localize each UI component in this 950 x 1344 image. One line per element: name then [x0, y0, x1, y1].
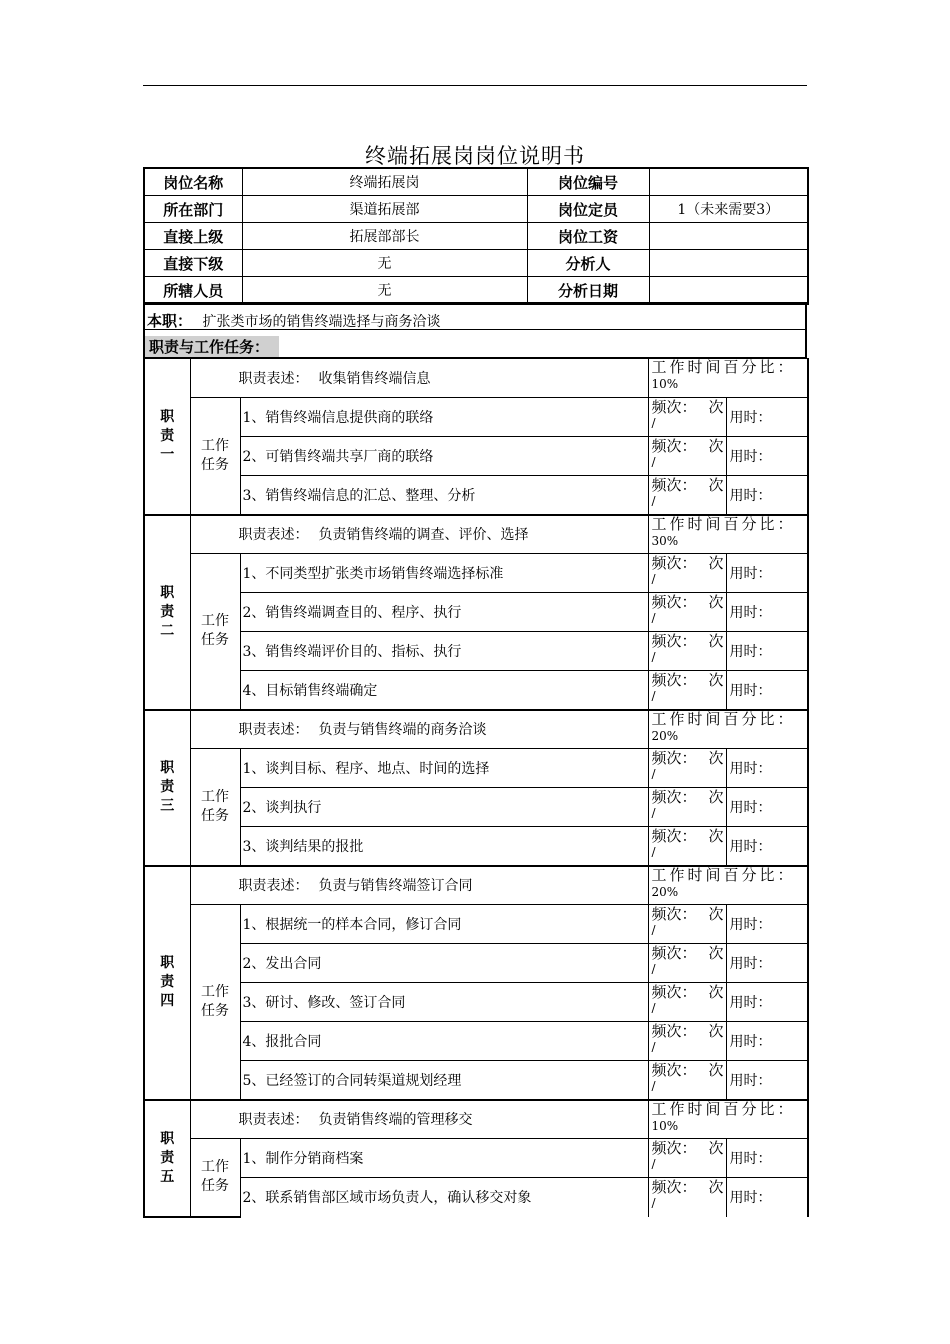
freq-label: [652, 1139, 726, 1157]
freq-slash: /: [651, 1001, 656, 1015]
time-used-cell: 用时：: [726, 983, 808, 1022]
freq-text: 频次：: [651, 749, 697, 767]
desc-prefix: 职责表述：: [238, 527, 309, 544]
duty-description: [190, 866, 648, 905]
task-row: [144, 437, 808, 476]
duty-desc-row: [144, 866, 808, 905]
info-value: 拓展部部长: [242, 223, 527, 250]
pct-label: 工作时间百分比：: [651, 709, 796, 728]
task-text: 2、发出合同: [240, 944, 648, 983]
pct-value: 30%: [651, 533, 679, 548]
time-used-cell: 用时：: [726, 1022, 808, 1061]
duty-desc-row: [144, 515, 808, 554]
info-label: 岗位工资: [527, 223, 649, 250]
task-text: 1、制作分销商档案: [240, 1139, 648, 1178]
freq-text: 频次：: [651, 554, 697, 572]
time-used-cell: 用时：: [726, 1139, 808, 1178]
time-percent: [648, 359, 808, 398]
frequency-cell: [648, 554, 726, 593]
frequency-cell: [648, 398, 726, 437]
task-row: [144, 983, 808, 1022]
task-text: 1、销售终端信息提供商的联络: [240, 398, 648, 437]
pct-value: 10%: [651, 377, 679, 391]
freq-slash: /: [651, 1079, 656, 1093]
desc-prefix: 职责表述：: [238, 1112, 309, 1129]
freq-slash: /: [651, 416, 656, 430]
frequency-cell: [648, 983, 726, 1022]
duty-name: 职 责 一: [144, 359, 190, 515]
task-row: [144, 554, 808, 593]
duty-desc-row: [144, 359, 808, 398]
freq-label: [652, 944, 726, 962]
time-used-cell: 用时：: [726, 593, 808, 632]
freq-text: 频次：: [651, 671, 697, 689]
task-text: 4、报批合同: [240, 1022, 648, 1061]
frequency-cell: [648, 788, 726, 827]
time-used-cell: 用时：: [726, 398, 808, 437]
frequency-cell: [648, 593, 726, 632]
document-title: 终端拓展岗岗位说明书: [365, 144, 585, 168]
freq-unit: 次: [708, 593, 724, 611]
frequency-cell: [648, 1139, 726, 1178]
duty-description: [190, 359, 648, 398]
task-text: 5、已经签订的合同转渠道规划经理: [240, 1061, 648, 1100]
freq-unit: 次: [708, 671, 724, 689]
task-row: [144, 788, 808, 827]
freq-label: [652, 827, 726, 845]
desc-text: 负责与销售终端的商务洽谈: [318, 722, 487, 739]
frequency-cell: [648, 671, 726, 710]
frequency-cell: [648, 476, 726, 515]
info-label: 分析日期: [527, 277, 649, 305]
freq-label: [652, 437, 726, 455]
info-label: 分析人: [527, 250, 649, 277]
duty-description: [190, 1100, 648, 1139]
task-row: [144, 1061, 808, 1100]
freq-unit: 次: [708, 944, 724, 962]
freq-slash: /: [651, 1196, 656, 1210]
task-row: [144, 1178, 808, 1217]
task-text: 1、不同类型扩张类市场销售终端选择标准: [240, 554, 648, 593]
info-value: 1（未来需要3）: [649, 196, 808, 223]
pct-value: 20%: [651, 728, 679, 743]
freq-label: [652, 983, 726, 1001]
task-text: 3、销售终端评价目的、指标、执行: [240, 632, 648, 671]
time-used-cell: 用时：: [726, 944, 808, 983]
duty-description: [190, 515, 648, 554]
freq-text: 频次：: [651, 593, 697, 611]
task-text: 3、谈判结果的报批: [240, 827, 648, 866]
time-used-cell: 用时：: [726, 1061, 808, 1100]
freq-text: 频次：: [651, 632, 697, 650]
freq-text: 频次：: [651, 1061, 697, 1079]
time-used-cell: 用时：: [726, 554, 808, 593]
task-row: [144, 749, 808, 788]
task-row: [144, 632, 808, 671]
freq-text: 频次：: [651, 1022, 697, 1040]
freq-unit: 次: [708, 632, 724, 650]
freq-unit: 次: [708, 905, 724, 923]
time-used-cell: 用时：: [726, 476, 808, 515]
freq-unit: 次: [708, 1061, 724, 1079]
frequency-cell: [648, 437, 726, 476]
time-used-cell: 用时：: [726, 827, 808, 866]
duties-table: [143, 358, 809, 1218]
work-task-label: 工作 任务: [190, 398, 240, 515]
work-task-label: 工作 任务: [190, 749, 240, 866]
task-text: 2、谈判执行: [240, 788, 648, 827]
duty-desc-row: [144, 1100, 808, 1139]
info-row: [144, 250, 808, 277]
freq-label: [652, 788, 726, 806]
info-label: 直接上级: [144, 223, 242, 250]
freq-unit: 次: [708, 1022, 724, 1040]
frequency-cell: [648, 1178, 726, 1217]
task-text: 4、目标销售终端确定: [240, 671, 648, 710]
freq-slash: /: [651, 767, 656, 781]
freq-label: [652, 476, 726, 494]
desc-prefix: 职责表述：: [238, 878, 309, 895]
info-label: 岗位名称: [144, 168, 242, 196]
info-value: 无: [242, 277, 527, 305]
duty-desc-row: [144, 710, 808, 749]
time-percent: [648, 1100, 808, 1139]
freq-label: [652, 554, 726, 572]
desc-prefix: 职责表述：: [238, 371, 309, 387]
info-value: [649, 277, 808, 305]
freq-slash: /: [651, 572, 656, 586]
freq-label: [652, 1178, 726, 1196]
freq-text: 频次：: [651, 476, 697, 494]
freq-text: 频次：: [651, 398, 697, 416]
freq-label: [652, 1022, 726, 1040]
time-percent: [648, 866, 808, 905]
duty-description: [190, 710, 648, 749]
work-task-label: 工作 任务: [190, 905, 240, 1100]
info-value: 渠道拓展部: [242, 196, 527, 223]
task-text: 1、根据统一的样本合同，修订合同: [240, 905, 648, 944]
time-used-cell: 用时：: [726, 788, 808, 827]
freq-unit: 次: [708, 788, 724, 806]
pct-label: 工作时间百分比：: [651, 514, 796, 533]
freq-slash: /: [651, 689, 656, 703]
time-percent: [648, 710, 808, 749]
info-value: [649, 250, 808, 277]
frequency-cell: [648, 1022, 726, 1061]
freq-slash: /: [651, 650, 656, 664]
benzhi-label: 本职：: [147, 312, 193, 330]
task-row: [144, 671, 808, 710]
work-task-label: 工作 任务: [190, 554, 240, 710]
info-row: [144, 196, 808, 223]
desc-text: 负责销售终端的管理移交: [318, 1112, 473, 1129]
freq-slash: /: [651, 611, 656, 625]
info-label: 所在部门: [144, 196, 242, 223]
freq-unit: 次: [708, 554, 724, 572]
freq-slash: /: [651, 494, 656, 508]
time-used-cell: 用时：: [726, 1178, 808, 1217]
task-row: [144, 1022, 808, 1061]
info-label: 直接下级: [144, 250, 242, 277]
task-row: [144, 944, 808, 983]
pct-value: 20%: [651, 884, 679, 899]
info-label: 所辖人员: [144, 277, 242, 305]
time-used-cell: 用时：: [726, 632, 808, 671]
info-row: [144, 168, 808, 196]
task-text: 2、可销售终端共享厂商的联络: [240, 437, 648, 476]
task-row: [144, 905, 808, 944]
info-value: 无: [242, 250, 527, 277]
info-label: 岗位定员: [527, 196, 649, 223]
duty-name: 职 责 二: [144, 515, 190, 710]
duty-name: 职 责 四: [144, 866, 190, 1100]
benzhi-row: [143, 302, 807, 330]
task-row: [144, 1139, 808, 1178]
freq-label: [652, 905, 726, 923]
freq-slash: /: [651, 455, 656, 469]
freq-unit: 次: [708, 749, 724, 767]
freq-text: 频次：: [651, 905, 697, 923]
freq-slash: /: [651, 962, 656, 976]
pct-label: 工作时间百分比：: [651, 865, 796, 884]
info-value: [649, 223, 808, 250]
freq-text: 频次：: [651, 827, 697, 845]
benzhi-text: 扩张类市场的销售终端选择与商务洽谈: [202, 314, 441, 330]
info-value: [649, 168, 808, 196]
top-rule: [143, 85, 807, 86]
freq-unit: 次: [708, 398, 724, 416]
duty-name: 职 责 三: [144, 710, 190, 866]
duties-header: 职责与工作任务：: [149, 338, 270, 356]
freq-label: [652, 398, 726, 416]
info-label: 岗位编号: [527, 168, 649, 196]
freq-label: [652, 632, 726, 650]
time-used-cell: 用时：: [726, 671, 808, 710]
time-used-cell: 用时：: [726, 905, 808, 944]
freq-label: [652, 593, 726, 611]
time-percent: [648, 515, 808, 554]
frequency-cell: [648, 905, 726, 944]
duty-name: 职 责 五: [144, 1100, 190, 1217]
task-text: 1、谈判目标、程序、地点、时间的选择: [240, 749, 648, 788]
freq-unit: 次: [708, 1139, 724, 1157]
freq-text: 频次：: [651, 1139, 697, 1157]
task-row: [144, 476, 808, 515]
freq-text: 频次：: [651, 437, 697, 455]
freq-label: [652, 671, 726, 689]
frequency-cell: [648, 944, 726, 983]
info-row: [144, 223, 808, 250]
freq-text: 频次：: [651, 944, 697, 962]
freq-slash: /: [651, 845, 656, 859]
pct-value: 10%: [651, 1118, 679, 1133]
frequency-cell: [648, 1061, 726, 1100]
task-text: 3、销售终端信息的汇总、整理、分析: [240, 476, 648, 515]
task-row: [144, 398, 808, 437]
freq-slash: /: [651, 1157, 656, 1171]
desc-text: 收集销售终端信息: [318, 371, 431, 387]
info-table: [143, 167, 809, 305]
freq-slash: /: [651, 923, 656, 937]
freq-text: 频次：: [651, 983, 697, 1001]
frequency-cell: [648, 749, 726, 788]
task-row: [144, 593, 808, 632]
freq-slash: /: [651, 806, 656, 820]
task-row: [144, 827, 808, 866]
freq-slash: /: [651, 1040, 656, 1054]
freq-label: [652, 749, 726, 767]
freq-unit: 次: [708, 437, 724, 455]
work-task-label: 工作 任务: [190, 1139, 240, 1217]
desc-prefix: 职责表述：: [238, 722, 309, 739]
freq-text: 频次：: [651, 788, 697, 806]
time-used-cell: 用时：: [726, 749, 808, 788]
freq-unit: 次: [708, 476, 724, 494]
task-text: 2、联系销售部区域市场负责人，确认移交对象: [240, 1178, 648, 1217]
duties-header-row: [143, 330, 807, 358]
desc-text: 负责销售终端的调查、评价、选择: [318, 527, 529, 544]
task-text: 3、研讨、修改、签订合同: [240, 983, 648, 1022]
freq-unit: 次: [708, 1178, 724, 1196]
freq-label: [652, 1061, 726, 1079]
frequency-cell: [648, 827, 726, 866]
info-value: 终端拓展岗: [242, 168, 527, 196]
pct-label: 工作时间百分比：: [651, 358, 796, 376]
time-used-cell: 用时：: [726, 437, 808, 476]
freq-unit: 次: [708, 827, 724, 845]
frequency-cell: [648, 632, 726, 671]
desc-text: 负责与销售终端签订合同: [318, 878, 473, 895]
freq-text: 频次：: [651, 1178, 697, 1196]
task-text: 2、销售终端调查目的、程序、执行: [240, 593, 648, 632]
info-row: [144, 277, 808, 305]
freq-unit: 次: [708, 983, 724, 1001]
pct-label: 工作时间百分比：: [651, 1099, 796, 1118]
